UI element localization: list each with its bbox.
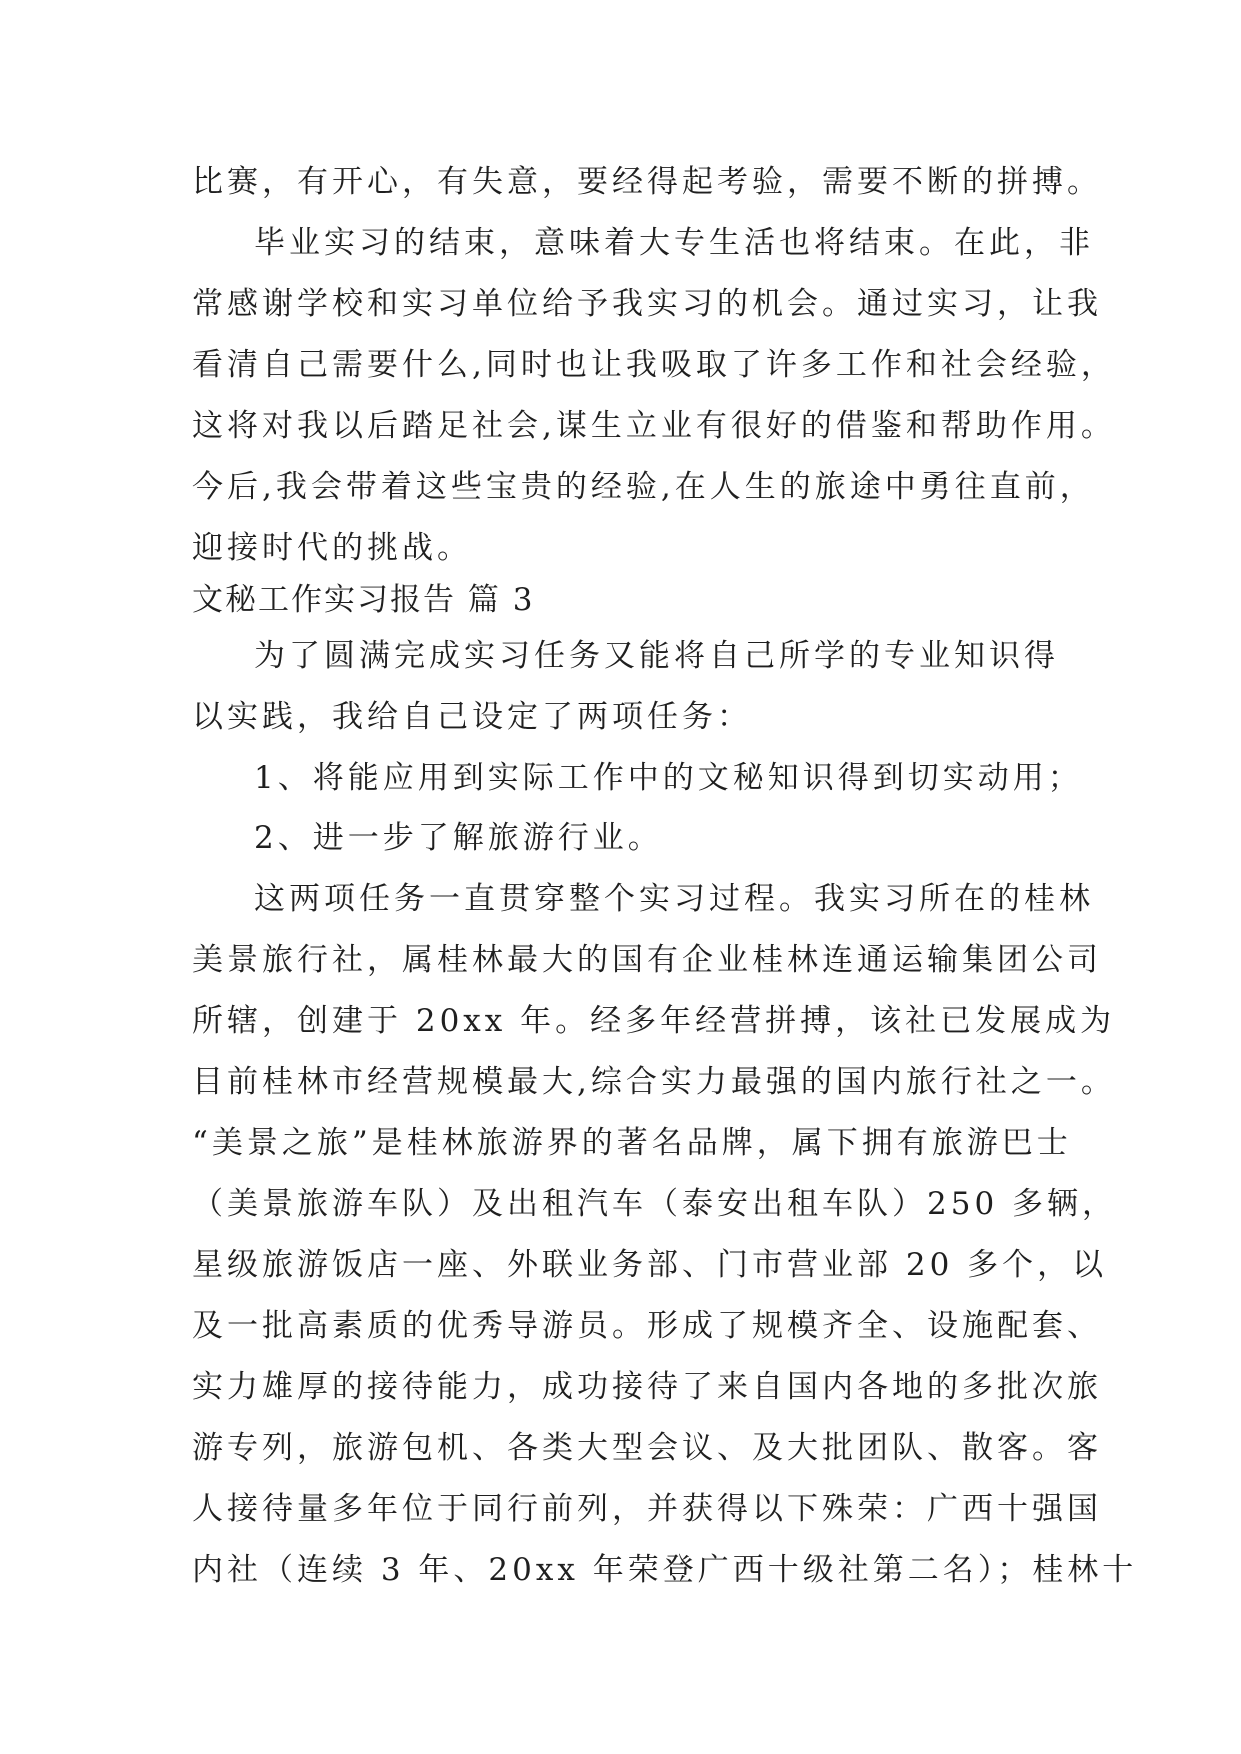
text-line: 以实践，我给自己设定了两项任务： bbox=[192, 699, 752, 735]
section-heading: 文秘工作实习报告 篇 3 bbox=[192, 582, 535, 618]
list-item: 2、进一步了解旅游行业。 bbox=[254, 820, 663, 856]
text-line: 看清自己需要什么,同时也让我吸取了许多工作和社会经验， bbox=[192, 347, 1116, 383]
text-line: 游专列，旅游包机、各类大型会议、及大批团队、散客。客 bbox=[192, 1430, 1102, 1466]
text-line: 所辖，创建于 20xx 年。经多年经营拼搏，该社已发展成为 bbox=[192, 1003, 1116, 1039]
text-line: “美景之旅”是桂林旅游界的著名品牌，属下拥有旅游巴士 bbox=[192, 1125, 1072, 1161]
list-item: 1、将能应用到实际工作中的文秘知识得到切实动用； bbox=[254, 760, 1083, 796]
text-line: 内社（连续 3 年、20xx 年荣登广西十级社第二名）；桂林十 bbox=[192, 1552, 1138, 1588]
text-line: 比赛，有开心，有失意，要经得起考验，需要不断的拼搏。 bbox=[192, 164, 1102, 200]
text-line: 这将对我以后踏足社会,谋生立业有很好的借鉴和帮助作用。 bbox=[192, 408, 1116, 444]
paragraph-first-line: 这两项任务一直贯穿整个实习过程。我实习所在的桂林 bbox=[254, 881, 1094, 917]
paragraph-first-line: 为了圆满完成实习任务又能将自己所学的专业知识得 bbox=[254, 638, 1059, 674]
text-line: 目前桂林市经营规模最大,综合实力最强的国内旅行社之一。 bbox=[192, 1064, 1116, 1100]
text-line: 及一批高素质的优秀导游员。形成了规模齐全、设施配套、 bbox=[192, 1308, 1102, 1344]
text-line: 常感谢学校和实习单位给予我实习的机会。通过实习，让我 bbox=[192, 286, 1102, 322]
text-line: 实力雄厚的接待能力，成功接待了来自国内各地的多批次旅 bbox=[192, 1369, 1102, 1405]
text-line: （美景旅游车队）及出租汽车（泰安出租车队）250 多辆， bbox=[192, 1186, 1118, 1222]
text-line: 今后,我会带着这些宝贵的经验,在人生的旅途中勇往直前， bbox=[192, 469, 1095, 505]
text-line: 美景旅行社，属桂林最大的国有企业桂林连通运输集团公司 bbox=[192, 942, 1102, 978]
text-line: 迎接时代的挑战。 bbox=[192, 530, 472, 566]
text-line: 人接待量多年位于同行前列，并获得以下殊荣：广西十强国 bbox=[192, 1491, 1102, 1527]
paragraph-first-line: 毕业实习的结束，意味着大专生活也将结束。在此，非 bbox=[254, 225, 1094, 261]
text-line: 星级旅游饭店一座、外联业务部、门市营业部 20 多个，以 bbox=[192, 1247, 1108, 1283]
